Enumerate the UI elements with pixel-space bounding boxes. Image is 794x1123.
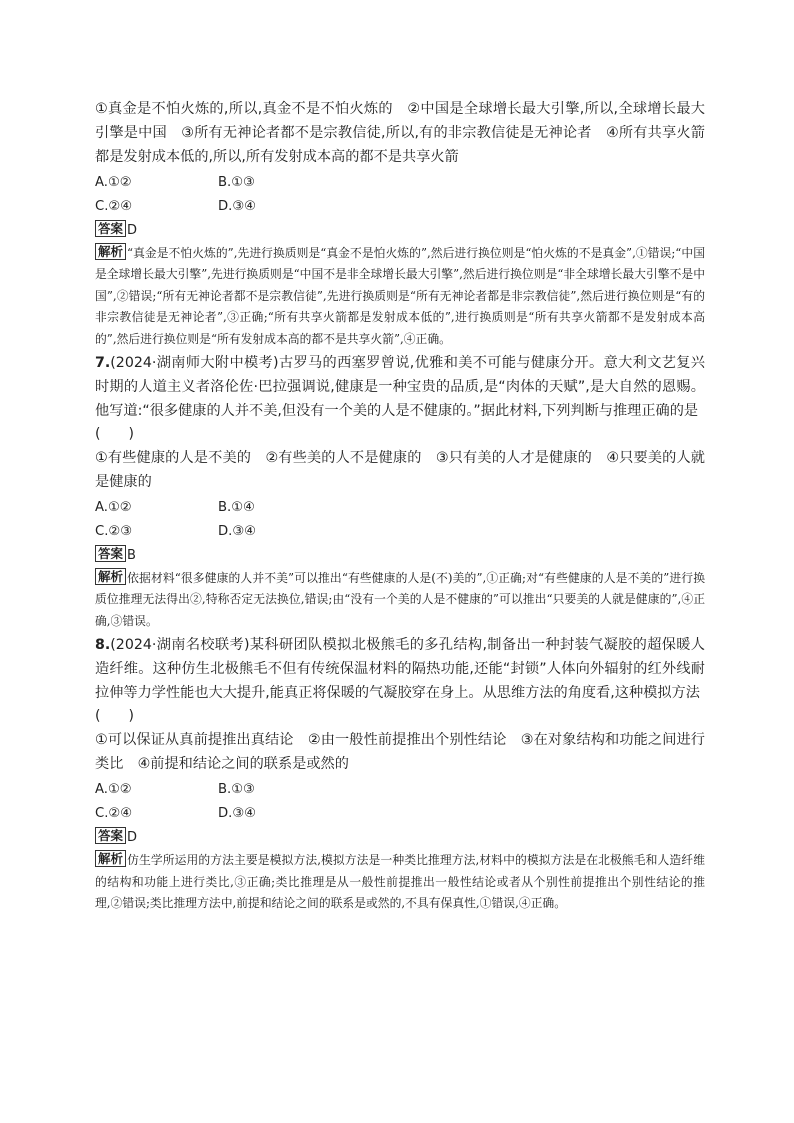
answer-value: D (127, 830, 138, 846)
option-b: B.①④ (218, 500, 255, 516)
answer-row (95, 220, 705, 242)
option-d: D.③④ (218, 523, 256, 539)
explanation-text: 依据材料“很多健康的人并不美”可以推出“有些健康的人是(不)美的”,①正确;对“有些健康的人是不美的”进行换质位推理无法得出②,特称否定无法换位,错误;由“没有一个美的人是不健康的”可以推出“只要美的人就是健康的”,④正确,③错误。 (95, 571, 705, 628)
answer-value: B (127, 548, 136, 564)
answer-label: 答案 (95, 827, 126, 844)
explanation (95, 568, 705, 632)
explanation (95, 243, 705, 350)
explanation-label: 解析 (95, 850, 126, 867)
answer-blank: ( ) (95, 708, 134, 725)
answer-blank: ( ) (95, 426, 134, 443)
answer-row (95, 827, 705, 849)
option-b: B.①③ (218, 782, 255, 798)
option-a: A.①② (95, 782, 132, 798)
question-stem-text: (2024·湖南名校联考)某科研团队模拟北极熊毛的多孔结构,制备出一种封装气凝胶的超保暖人造纤维。这种仿生北极熊毛不但有传统保温材料的隔热功能,还能“封锁”人体向外辐射的红外线耐拉伸等力学性能也大大提升,能真正将保暖的气凝胶穿在身上。从思维方法的角度看,这种模拟方法 (95, 637, 705, 702)
answer-label: 答案 (95, 545, 126, 562)
answer-label: 答案 (95, 220, 126, 237)
question-number: 8. (95, 637, 111, 654)
explanation-label: 解析 (95, 243, 126, 260)
question-7-stem (95, 351, 705, 423)
answer-value: D (127, 223, 138, 238)
question-7-statements: ①有些健康的人是不美的 ②有些美的人不是健康的 ③只有美的人才是健康的 ④只要美的人就是健康的 (95, 450, 705, 491)
question-6-statements: ①真金是不怕火炼的,所以,真金不是不怕火炼的 ②中国是全球增长最大引擎,所以,全球增长最大引擎是中国 ③所有无神论者都不是宗教信徒,所以,有的非宗教信徒是无神论者 ④所有共享火箭都是发射成本低的,所以,所有发射成本高的都不是共享火箭 (95, 101, 705, 165)
option-c: C.②④ (95, 805, 133, 821)
question-6-options (95, 171, 705, 218)
question-7 (95, 351, 705, 632)
explanation-label: 解析 (95, 568, 126, 585)
option-c: C.②③ (95, 523, 133, 539)
question-8 (95, 633, 705, 914)
page-content (95, 97, 705, 914)
question-6 (95, 97, 705, 350)
explanation-text: 仿生学所运用的方法主要是模拟方法,模拟方法是一种类比推理方法,材料中的模拟方法是在北极熊毛和人造纤维的结构和功能上进行类比,③正确;类比推理是从一般性前提推出一般性结论或者从个别性前提推出个别性结论的推理,②错误;类比推理方法中,前提和结论之间的联系是或然的,不具有保真性,①错误,④正确。 (95, 853, 705, 911)
question-stem-text: (2024·湖南师大附中模考)古罗马的西塞罗曾说,优雅和美不可能与健康分开。意大利文艺复兴时期的人道主义者洛伦佐·巴拉强调说,健康是一种宝贵的品质,是“肉体的天赋”,是大自然的恩赐。他写道:“很多健康的人并不美,但没有一个美的人是不健康的。”据此材料,下列判断与推理正确的是 (95, 355, 705, 420)
explanation (95, 850, 705, 914)
option-b: B.①③ (218, 175, 255, 190)
option-a: A.①② (95, 500, 132, 516)
option-c: C.②④ (95, 198, 133, 214)
answer-row (95, 545, 705, 567)
question-number: 7. (95, 355, 111, 372)
explanation-text: “真金是不怕火炼的”,先进行换质则是“真金不是怕火炼的”,然后进行换位则是“怕火炼的不是真金”,①错误;“中国是全球增长最大引擎”,先进行换质则是“中国不是非全球增长最大引擎”,然后进行换位则是“非全球增长最大引擎不是中国”,②错误;“所有无神论者都不是宗教信徒”,先进行换质则是“所有无神论者都是非宗教信徒”,然后进行换位则是“有的非宗教信徒是无神论者”,③正确;“所有共享火箭都是发射成本低的”,进行换质则是“所有共享火箭都不是发射成本高的”,然后进行换位则是“所有发射成本高的都不是共享火箭”,④正确。 (95, 246, 705, 346)
question-7-options (95, 496, 705, 543)
question-8-statements: ①可以保证从真前提推出真结论 ②由一般性前提推出个别性结论 ③在对象结构和功能之间进行类比 ④前提和结论之间的联系是或然的 (95, 732, 705, 773)
option-d: D.③④ (218, 198, 256, 214)
option-d: D.③④ (218, 805, 256, 821)
question-8-stem (95, 633, 705, 705)
question-8-options (95, 778, 705, 825)
option-a: A.①② (95, 175, 132, 190)
